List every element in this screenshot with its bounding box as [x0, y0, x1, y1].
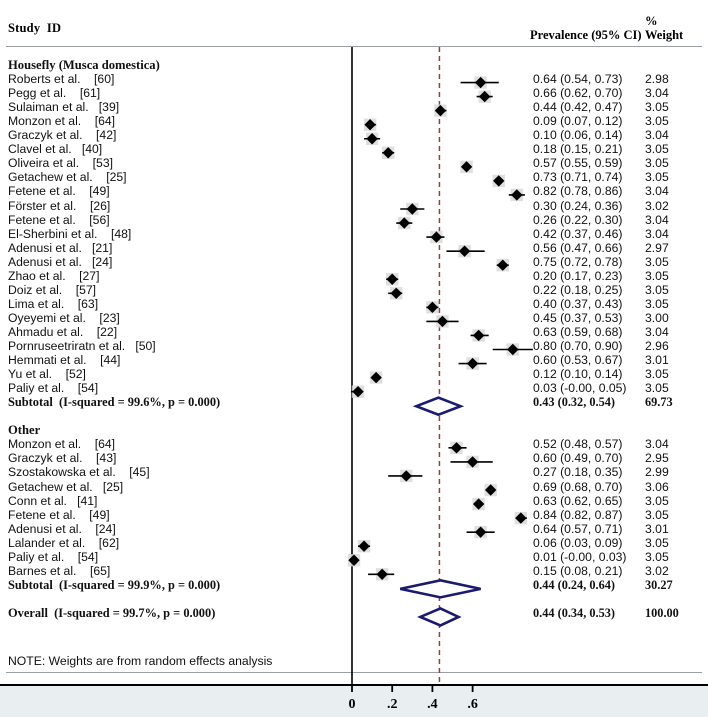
study-label: Pornruseetriratn et al. [50] — [8, 339, 156, 353]
study-estimate: 0.15 (0.08, 0.21) — [533, 563, 623, 578]
subtotal-estimate: 0.44 (0.24, 0.64) — [533, 577, 615, 592]
study-label: Pegg et al. [61] — [8, 86, 101, 101]
x-tick-label: .2 — [386, 697, 398, 712]
study-estimate: 0.57 (0.55, 0.59) — [533, 156, 623, 171]
overall-label: Overall (I-squared = 99.7%, p = 0.000) — [8, 605, 216, 620]
study-label: Monzon et al. [64] — [8, 114, 116, 129]
study-weight: 3.05 — [645, 296, 669, 311]
study-weight: 3.02 — [645, 563, 669, 578]
study-estimate: 0.60 (0.53, 0.67) — [533, 353, 623, 368]
study-weight: 3.02 — [645, 198, 669, 213]
study-weight: 3.04 — [645, 324, 669, 339]
column-header-percent-symbol: % — [645, 14, 658, 28]
study-estimate: 0.69 (0.68, 0.70) — [533, 479, 623, 494]
study-label: Conn et al. [41] — [8, 493, 98, 508]
study-weight: 2.99 — [645, 465, 669, 480]
study-estimate: 0.56 (0.47, 0.66) — [533, 240, 623, 255]
study-weight: 2.96 — [645, 339, 669, 353]
study-label: Lalander et al. [62] — [8, 535, 120, 550]
study-estimate: 0.09 (0.07, 0.12) — [533, 114, 623, 129]
study-estimate: 0.30 (0.24, 0.36) — [533, 198, 623, 213]
study-estimate: 0.73 (0.71, 0.74) — [533, 170, 623, 185]
study-label: Zhao et al. [27] — [8, 268, 100, 283]
study-estimate: 0.63 (0.59, 0.68) — [533, 324, 623, 339]
study-estimate: 0.42 (0.37, 0.46) — [533, 226, 623, 241]
study-estimate: 0.06 (0.03, 0.09) — [533, 535, 623, 550]
subtotal-weight: 30.27 — [645, 577, 673, 592]
x-tick-label: 0 — [348, 697, 356, 712]
study-weight: 2.98 — [645, 72, 669, 87]
study-label: Szostakowska et al. [45] — [8, 465, 150, 480]
study-weight: 3.05 — [645, 493, 669, 508]
study-estimate: 0.44 (0.42, 0.47) — [533, 100, 623, 115]
study-estimate: 0.75 (0.72, 0.78) — [533, 254, 623, 269]
study-label: Graczyk et al. [43] — [8, 451, 117, 466]
study-label: Adenusi et al. [24] — [8, 254, 113, 269]
study-weight: 3.05 — [645, 142, 669, 157]
study-weight: 3.00 — [645, 310, 669, 325]
study-estimate: 0.27 (0.18, 0.35) — [533, 465, 623, 480]
column-header-study-id: Study ID — [8, 21, 62, 35]
study-label: Paliy et al. [54] — [8, 549, 99, 564]
footnote: NOTE: Weights are from random effects analysis — [8, 654, 273, 668]
study-label: Barnes et al. [65] — [8, 563, 111, 578]
study-weight: 3.04 — [645, 437, 669, 452]
group-heading: Housefly (Musca domestica) — [8, 58, 160, 72]
study-label: Ahmadu et al. [22] — [8, 324, 118, 339]
study-estimate: 0.82 (0.78, 0.86) — [533, 184, 623, 199]
study-estimate: 0.26 (0.22, 0.30) — [533, 212, 623, 227]
study-label: Getachew et al. [25] — [8, 170, 127, 185]
study-weight: 3.01 — [645, 521, 669, 536]
study-label: Adenusi et al. [21] — [8, 240, 113, 255]
study-estimate: 0.80 (0.70, 0.90) — [533, 339, 623, 353]
study-estimate: 0.12 (0.10, 0.14) — [533, 367, 623, 382]
study-weight: 3.05 — [645, 156, 669, 171]
study-weight: 3.05 — [645, 268, 669, 283]
study-weight: 3.05 — [645, 282, 669, 297]
study-estimate: 0.66 (0.62, 0.70) — [533, 86, 623, 101]
study-estimate: 0.64 (0.57, 0.71) — [533, 521, 623, 536]
subtotal-estimate: 0.43 (0.32, 0.54) — [533, 395, 615, 410]
study-weight: 2.97 — [645, 240, 669, 255]
study-weight: 3.05 — [645, 507, 669, 522]
study-weight: 3.05 — [645, 535, 669, 550]
subtotal-label: Subtotal (I-squared = 99.9%, p = 0.000) — [8, 577, 221, 592]
subtotal-label: Subtotal (I-squared = 99.6%, p = 0.000) — [8, 395, 221, 410]
study-label: Paliy et al. [54] — [8, 381, 99, 396]
overall-estimate: 0.44 (0.34, 0.53) — [533, 605, 615, 620]
study-label: Getachew et al. [25] — [8, 479, 124, 494]
study-weight: 3.04 — [645, 184, 669, 199]
study-weight: 3.04 — [645, 128, 669, 143]
study-weight: 3.05 — [645, 114, 669, 129]
study-label: Fetene et al. [49] — [8, 507, 110, 522]
x-tick-label: .4 — [427, 697, 438, 712]
study-label: Roberts et al. [60] — [8, 72, 115, 87]
study-weight: 2.95 — [645, 451, 669, 466]
study-label: Graczyk et al. [42] — [8, 128, 117, 143]
study-label: El-Sherbini et al. [48] — [8, 226, 132, 241]
study-label: Monzon et al. [64] — [8, 437, 116, 452]
study-label: Hemmati et al. [44] — [8, 353, 121, 368]
study-weight: 3.05 — [645, 549, 669, 564]
study-estimate: 0.40 (0.37, 0.43) — [533, 296, 623, 311]
overall-weight: 100.00 — [645, 605, 679, 620]
study-weight: 3.01 — [645, 353, 669, 368]
study-weight: 3.05 — [645, 100, 669, 115]
study-weight: 3.05 — [645, 254, 669, 269]
study-estimate: 0.45 (0.37, 0.53) — [533, 310, 623, 325]
subtotal-weight: 69.73 — [645, 395, 673, 410]
study-estimate: 0.22 (0.18, 0.25) — [533, 282, 623, 297]
study-label: Sulaiman et al. [39] — [8, 100, 120, 115]
study-estimate: 0.52 (0.48, 0.57) — [533, 437, 623, 452]
study-label: Oliveira et al. [53] — [8, 156, 113, 171]
x-tick-label: .6 — [467, 697, 478, 712]
study-estimate: 0.84 (0.82, 0.87) — [533, 507, 623, 522]
study-estimate: 0.63 (0.62, 0.65) — [533, 493, 623, 508]
column-header-weight: Weight — [645, 28, 684, 42]
study-weight: 3.04 — [645, 86, 669, 101]
study-label: Clavel et al. [40] — [8, 142, 103, 157]
study-estimate: 0.18 (0.15, 0.21) — [533, 142, 623, 157]
study-label: Fetene et al. [49] — [8, 184, 110, 199]
study-label: Lima et al. [63] — [8, 296, 99, 311]
study-estimate: 0.20 (0.17, 0.23) — [533, 268, 623, 283]
study-label: Adenusi et al. [24] — [8, 521, 116, 536]
study-label: Yu et al. [52] — [8, 367, 86, 382]
study-weight: 3.05 — [645, 170, 669, 185]
study-label: Doiz et al. [57] — [8, 282, 97, 297]
study-estimate: 0.64 (0.54, 0.73) — [533, 72, 623, 87]
study-label: Fetene et al. [56] — [8, 212, 110, 227]
group-heading: Other — [8, 423, 41, 438]
study-estimate: 0.03 (-0.00, 0.05) — [533, 381, 627, 396]
study-weight: 3.05 — [645, 381, 669, 396]
study-weight: 3.04 — [645, 212, 669, 227]
study-estimate: 0.10 (0.06, 0.14) — [533, 128, 623, 143]
study-estimate: 0.60 (0.49, 0.70) — [533, 451, 623, 466]
column-header-prevalence: Prevalence (95% CI) — [530, 28, 642, 42]
study-weight: 3.06 — [645, 479, 669, 494]
study-estimate: 0.01 (-0.00, 0.03) — [533, 549, 627, 564]
study-weight: 3.04 — [645, 226, 669, 241]
study-label: Förster et al. [26] — [8, 198, 111, 213]
study-label: Oyeyemi et al. [23] — [8, 310, 120, 325]
study-weight: 3.05 — [645, 367, 669, 382]
